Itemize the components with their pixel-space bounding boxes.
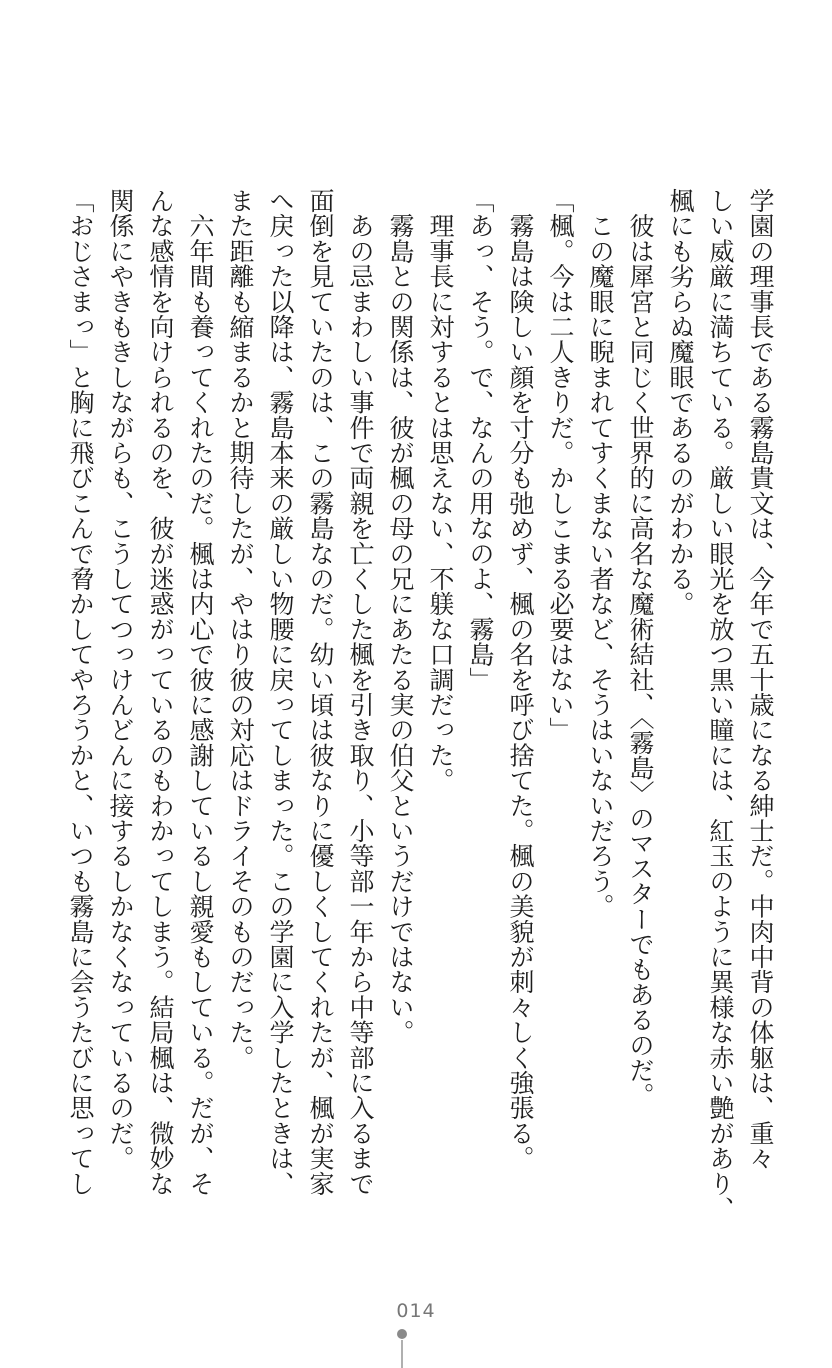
text-line: 「楓。今は二人きりだ。かしこまる必要はない」 bbox=[546, 188, 575, 743]
text-line: 六年間も養ってくれたのだ。楓は内心で彼に感謝しているし親愛もしている。だが、そ bbox=[186, 188, 215, 1196]
text-line: 霧島は険しい顔を寸分も弛めず、楓の名を呼び捨てた。楓の美貌が刺々しく強張る。 bbox=[506, 188, 535, 1171]
text-line: 彼は犀宮と同じく世界的に高名な魔術結社、〈霧島〉のマスターでもあるのだ。 bbox=[626, 188, 655, 1108]
text-line: 霧島との関係は、彼が楓の母の兄にあたる実の伯父というだけではない。 bbox=[386, 188, 415, 1045]
text-line: 関係にやきもきしながらも、こうしてつっけんどんに接するしかなくなっているのだ。 bbox=[106, 188, 135, 1171]
text-line: 学園の理事長である霧島貴文は、今年で五十歳になる紳士だ。中肉中背の体躯は、重々 bbox=[746, 188, 775, 1171]
text-line: 面倒を見ていたのは、この霧島なのだ。幼い頃は彼なりに優しくしてくれたが、楓が実家 bbox=[306, 188, 335, 1196]
page-marker-dot-icon bbox=[397, 1329, 407, 1339]
page-number: 014 bbox=[396, 1300, 436, 1322]
page-marker-line bbox=[401, 1340, 403, 1368]
text-line: 理事長に対するとは思えない、不躾な口調だった。 bbox=[426, 188, 455, 793]
text-line: んな感情を向けられるのを、彼が迷惑がっているのもわかってしまう。結局楓は、微妙な bbox=[146, 188, 175, 1196]
text-line: 「おじさまっ」と胸に飛びこんで脅かしてやろうかと、いつも霧島に会うたびに思ってし bbox=[66, 188, 95, 1196]
text-line: あの忌まわしい事件で両親を亡くした楓を引き取り、小等部一年から中等部に入るまで bbox=[346, 188, 375, 1196]
text-line: また距離も縮まるかと期待したが、やはり彼の対応はドライそのものだった。 bbox=[226, 188, 255, 1070]
body-text bbox=[66, 188, 780, 1222]
text-line: しい威厳に満ちている。厳しい眼光を放つ黒い瞳には、紅玉のように異様な赤い艶があり、 bbox=[706, 188, 735, 1222]
text-line: 「あっ、そう。で、なんの用なのよ、霧島」 bbox=[466, 188, 495, 692]
text-line: この魔眼に睨まれてすくまない者など、そうはいないだろう。 bbox=[586, 188, 615, 919]
text-line: へ戻った以降は、霧島本来の厳しい物腰に戻ってしまった。この学園に入学したときは、 bbox=[266, 188, 295, 1196]
text-line: 楓にも劣らぬ魔眼であるのがわかる。 bbox=[666, 188, 695, 617]
